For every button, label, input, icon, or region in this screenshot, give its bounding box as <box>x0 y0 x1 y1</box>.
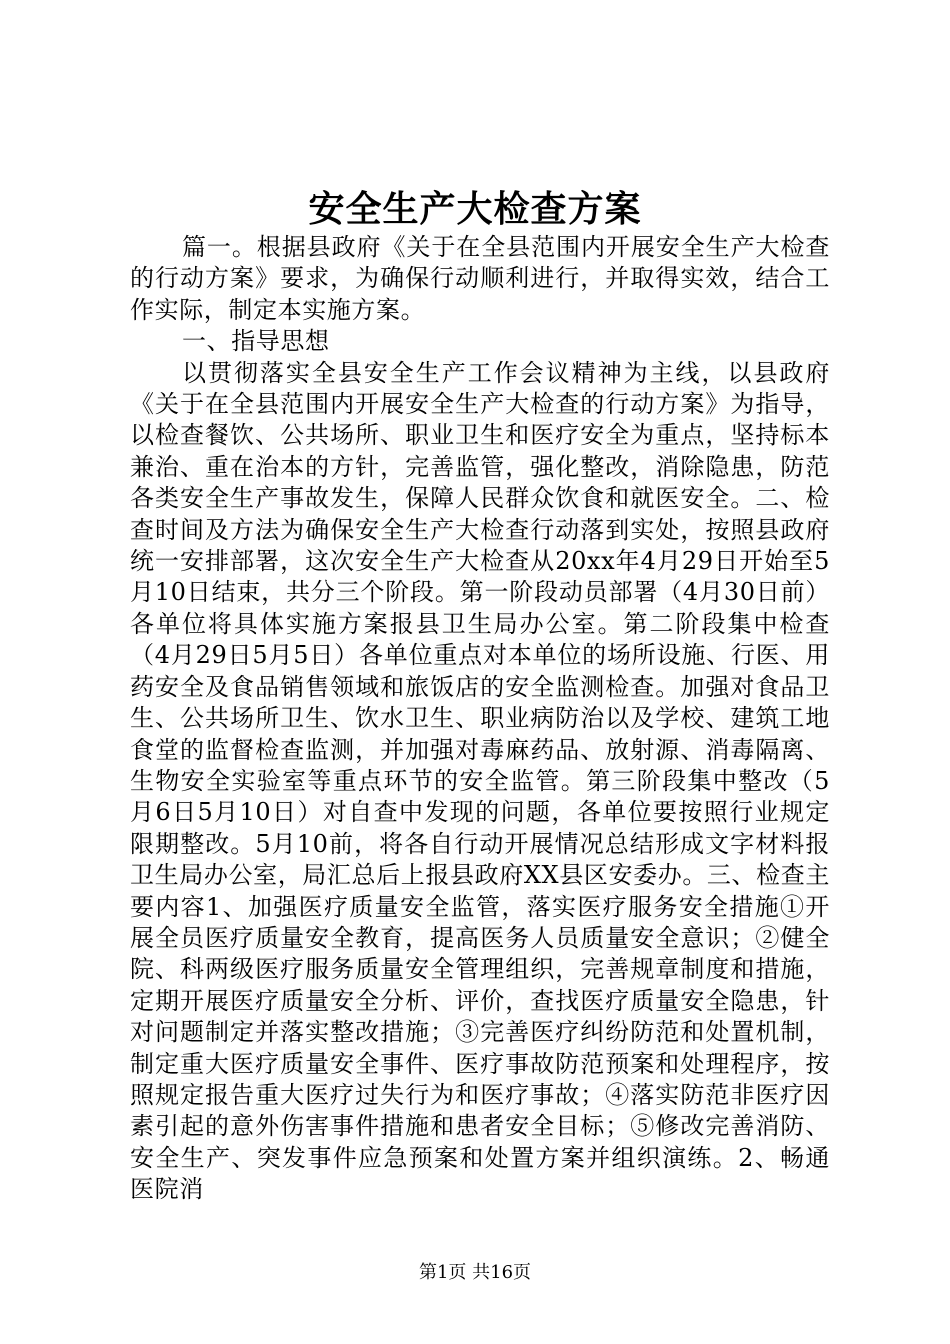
document-body <box>130 232 830 1206</box>
section-heading-guiding-ideology: 一、指导思想 <box>182 327 330 356</box>
paragraph-intro: 篇一。根据县政府《关于在全县范围内开展安全生产大检查的行动方案》要求，为确保行动顺利进行，并取得实效，结合工作实际，制定本实施方案。 <box>130 233 830 324</box>
page-number-footer: 第1页 共16页 <box>418 1262 532 1283</box>
paragraph-main: 以贯彻落实全县安全生产工作会议精神为主线，以县政府《关于在全县范围内开展安全生产大检查的行动方案》为指导，以检查餐饮、公共场所、职业卫生和医疗安全为重点，坚持标本兼治、重在治本的方针，完善监管，强化整改，消除隐患，防范各类安全生产事故发生，保障人民群众饮食和就医安全。二、检查时间及方法为确保安全生产大检查行动落到实处，按照县政府统一安排部署，这次安全生产大检查从20xx年4月29日开始至5月10日结束，共分三个阶段。第一阶段动员部署（4月30日前）各单位将具体实施方案报县卫生局办公室。第二阶段集中检查（4月29日5月5日）各单位重点对本单位的场所设施、行医、用药安全及食品销售领域和旅饭店的安全监测检查。加强对食品卫生、公共场所卫生、饮水卫生、职业病防治以及学校、建筑工地食堂的监督检查监测，并加强对毒麻药品、放射源、消毒隔离、生物安全实验室等重点环节的安全监管。第三阶段集中整改（5月6日5月10日）对自查中发现的问题，各单位要按照行业规定限期整改。5月10前，将各自行动开展情况总结形成文字材料报卫生局办公室，局汇总后上报县政府XX县区安委办。三、检查主要内容1、加强医疗质量安全监管，落实医疗服务安全措施①开展全员医疗质量安全教育，提高医务人员质量安全意识；②健全院、科两级医疗服务质量安全管理组织，完善规章制度和措施，定期开展医疗质量安全分析、评价，查找医疗质量安全隐患，针对问题制定并落实整改措施；③完善医疗纠纷防范和处置机制，制定重大医疗质量安全事件、医疗事故防范预案和处理程序，按照规定报告重大医疗过失行为和医疗事故；④落实防范非医疗因素引起的意外伤害事件措施和患者安全目标；⑤修改完善消防、安全生产、突发事件应急预案和处置方案并组织演练。2、畅通医院消 <box>130 358 830 1204</box>
document-title: 安全生产大检查方案 <box>308 188 642 230</box>
